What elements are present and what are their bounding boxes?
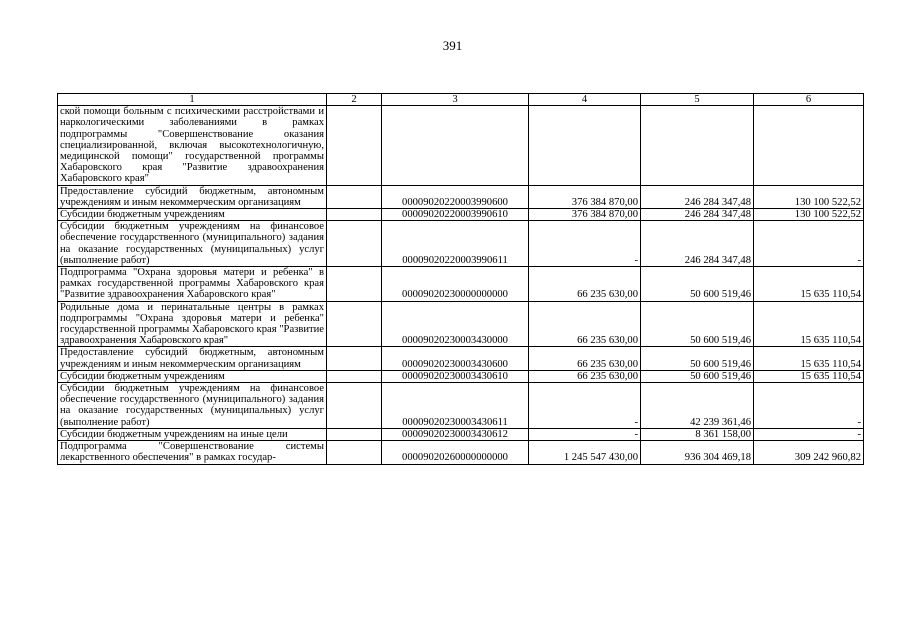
row-value-4: 1 245 547 430,00 bbox=[529, 441, 641, 464]
row-value-5: 246 284 347,48 bbox=[641, 209, 754, 221]
row-value-6: 130 100 522,52 bbox=[754, 209, 864, 221]
row-code: 00009020260000000000 bbox=[382, 441, 529, 464]
row-code: 00009020220003990610 bbox=[382, 209, 529, 221]
column-header: 3 bbox=[382, 94, 529, 106]
row-description: Субсидии бюджетным учреждениям bbox=[58, 370, 327, 382]
row-description: Подпрограмма "Совершенствование системы лекарственного обеспечения" в рамках государ- bbox=[58, 441, 327, 464]
row-value-6: 15 635 110,54 bbox=[754, 301, 864, 347]
table-row bbox=[58, 267, 864, 302]
row-description: Подпрограмма "Охрана здоровья матери и ребенка" в рамках государственной программы Хабаровского края "Развитие здравоохранения Хабаровского края" bbox=[58, 267, 327, 302]
row-value-4 bbox=[529, 106, 641, 185]
row-value-4: - bbox=[529, 383, 641, 429]
row-col2 bbox=[327, 370, 382, 382]
column-header: 2 bbox=[327, 94, 382, 106]
row-description: Предоставление субсидий бюджетным, автономным учреждениям и иным некоммерческим организациям bbox=[58, 185, 327, 208]
column-header: 6 bbox=[754, 94, 864, 106]
row-description: Субсидии бюджетным учреждениям на финансовое обеспечение государственного (муниципального) задания на оказание государственных (муниципальных) услуг (выполнение работ) bbox=[58, 383, 327, 429]
row-code: 00009020230003430000 bbox=[382, 301, 529, 347]
table-row bbox=[58, 383, 864, 429]
row-value-6: 15 635 110,54 bbox=[754, 370, 864, 382]
row-value-5: 50 600 519,46 bbox=[641, 347, 754, 370]
table-row bbox=[58, 370, 864, 382]
row-code: 00009020220003990600 bbox=[382, 185, 529, 208]
column-header: 4 bbox=[529, 94, 641, 106]
row-code: 00009020230003430612 bbox=[382, 428, 529, 440]
row-col2 bbox=[327, 441, 382, 464]
row-value-4: 376 384 870,00 bbox=[529, 209, 641, 221]
row-value-6 bbox=[754, 106, 864, 185]
row-col2 bbox=[327, 383, 382, 429]
row-description: Родильные дома и перинатальные центры в рамках подпрограммы "Охрана здоровья матери и ребенка" государственной программы Хабаровского края "Развитие здравоохранения Хабаровского края" bbox=[58, 301, 327, 347]
page-number: 391 bbox=[442, 38, 463, 53]
row-value-4: - bbox=[529, 428, 641, 440]
row-value-5: 8 361 158,00 bbox=[641, 428, 754, 440]
row-value-4: 66 235 630,00 bbox=[529, 301, 641, 347]
row-value-5 bbox=[641, 106, 754, 185]
column-header: 1 bbox=[58, 94, 327, 106]
table-row bbox=[58, 185, 864, 208]
row-value-4: 66 235 630,00 bbox=[529, 267, 641, 302]
row-col2 bbox=[327, 106, 382, 185]
row-code: 00009020230000000000 bbox=[382, 267, 529, 302]
row-col2 bbox=[327, 347, 382, 370]
row-value-4: 66 235 630,00 bbox=[529, 347, 641, 370]
row-value-6: 15 635 110,54 bbox=[754, 347, 864, 370]
row-col2 bbox=[327, 185, 382, 208]
table-row bbox=[58, 428, 864, 440]
row-value-6: - bbox=[754, 383, 864, 429]
row-value-5: 50 600 519,46 bbox=[641, 370, 754, 382]
row-value-6: 309 242 960,82 bbox=[754, 441, 864, 464]
row-code: 00009020230003430600 bbox=[382, 347, 529, 370]
row-description: Субсидии бюджетным учреждениям на финансовое обеспечение государственного (муниципального) задания на оказание государственных (муниципальных) услуг (выполнение работ) bbox=[58, 221, 327, 267]
header-row bbox=[58, 94, 864, 106]
row-value-5: 246 284 347,48 bbox=[641, 185, 754, 208]
row-code: 00009020220003990611 bbox=[382, 221, 529, 267]
budget-table bbox=[57, 93, 864, 465]
row-value-4: 66 235 630,00 bbox=[529, 370, 641, 382]
row-value-5: 50 600 519,46 bbox=[641, 301, 754, 347]
row-code: 00009020230003430611 bbox=[382, 383, 529, 429]
row-col2 bbox=[327, 209, 382, 221]
row-value-4: - bbox=[529, 221, 641, 267]
row-col2 bbox=[327, 221, 382, 267]
row-value-4: 376 384 870,00 bbox=[529, 185, 641, 208]
row-value-6: 130 100 522,52 bbox=[754, 185, 864, 208]
row-description: ской помощи больным с психическими расстройствами и наркологическими заболеваниями в рамках подпрограммы "Совершенствование оказания специализированной, включая высокотехнологичную, медицинской помощи" государственной программы Хабаровского края "Развитие здравоохранения Хабаровского края" bbox=[58, 106, 327, 185]
row-value-5: 50 600 519,46 bbox=[641, 267, 754, 302]
row-col2 bbox=[327, 267, 382, 302]
row-value-6: - bbox=[754, 221, 864, 267]
row-description: Субсидии бюджетным учреждениям bbox=[58, 209, 327, 221]
table-row bbox=[58, 209, 864, 221]
table-row bbox=[58, 441, 864, 464]
table-row bbox=[58, 301, 864, 347]
row-description: Предоставление субсидий бюджетным, автономным учреждениям и иным некоммерческим организациям bbox=[58, 347, 327, 370]
row-code bbox=[382, 106, 529, 185]
row-value-5: 936 304 469,18 bbox=[641, 441, 754, 464]
row-description: Субсидии бюджетным учреждениям на иные цели bbox=[58, 428, 327, 440]
row-col2 bbox=[327, 428, 382, 440]
table-row bbox=[58, 106, 864, 185]
row-value-5: 246 284 347,48 bbox=[641, 221, 754, 267]
table-row bbox=[58, 221, 864, 267]
row-code: 00009020230003430610 bbox=[382, 370, 529, 382]
row-col2 bbox=[327, 301, 382, 347]
row-value-6: 15 635 110,54 bbox=[754, 267, 864, 302]
table-row bbox=[58, 347, 864, 370]
row-value-5: 42 239 361,46 bbox=[641, 383, 754, 429]
row-value-6: - bbox=[754, 428, 864, 440]
column-header: 5 bbox=[641, 94, 754, 106]
